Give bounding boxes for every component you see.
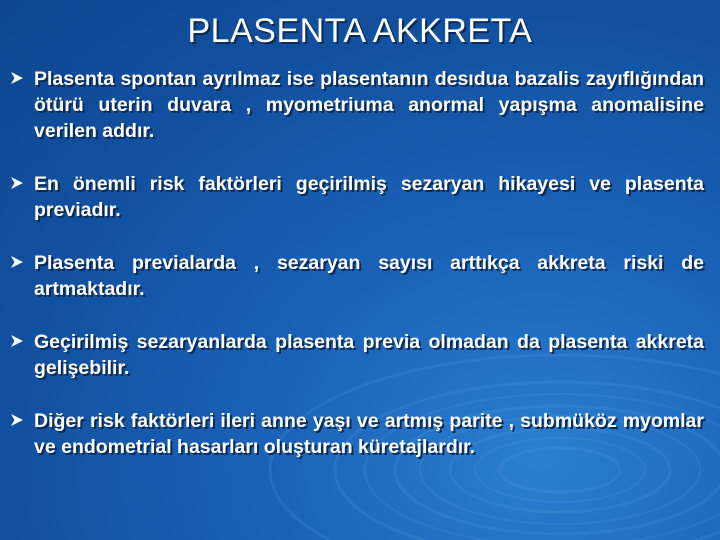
- slide-title: PLASENTA AKKRETA: [187, 12, 533, 50]
- arrowhead-bullet-icon: [10, 176, 24, 190]
- arrowhead-bullet-icon: [10, 334, 24, 348]
- bullet-list: [8, 66, 712, 487]
- arrowhead-bullet-icon: [10, 255, 24, 269]
- bullet-text: En önemli risk faktörleri geçirilmiş sezaryan hikayesi ve plasenta previadır.: [34, 173, 704, 221]
- bullet-item: [8, 329, 712, 381]
- bullet-text: Geçirilmiş sezaryanlarda plasenta previa olmadan da plasenta akkreta gelişebilir.: [34, 331, 704, 379]
- bullet-item: [8, 66, 712, 144]
- bullet-text: Plasenta spontan ayrılmaz ise plasentanın desıdua bazalis zayıflığından ötürü uterin duvara , myometriuma anormal yapışma anomalisine verilen addır.: [34, 68, 704, 142]
- bullet-item: [8, 408, 712, 460]
- arrowhead-bullet-icon: [10, 413, 24, 427]
- bullet-text: Diğer risk faktörleri ileri anne yaşı ve artmış parite , submüköz myomlar ve endometrial hasarları oluşturan küretajlardır.: [34, 410, 704, 458]
- arrowhead-bullet-icon: [10, 71, 24, 85]
- bullet-item: [8, 171, 712, 223]
- bullet-text: Plasenta previalarda , sezaryan sayısı arttıkça akkreta riski de artmaktadır.: [34, 252, 704, 300]
- bullet-item: [8, 250, 712, 302]
